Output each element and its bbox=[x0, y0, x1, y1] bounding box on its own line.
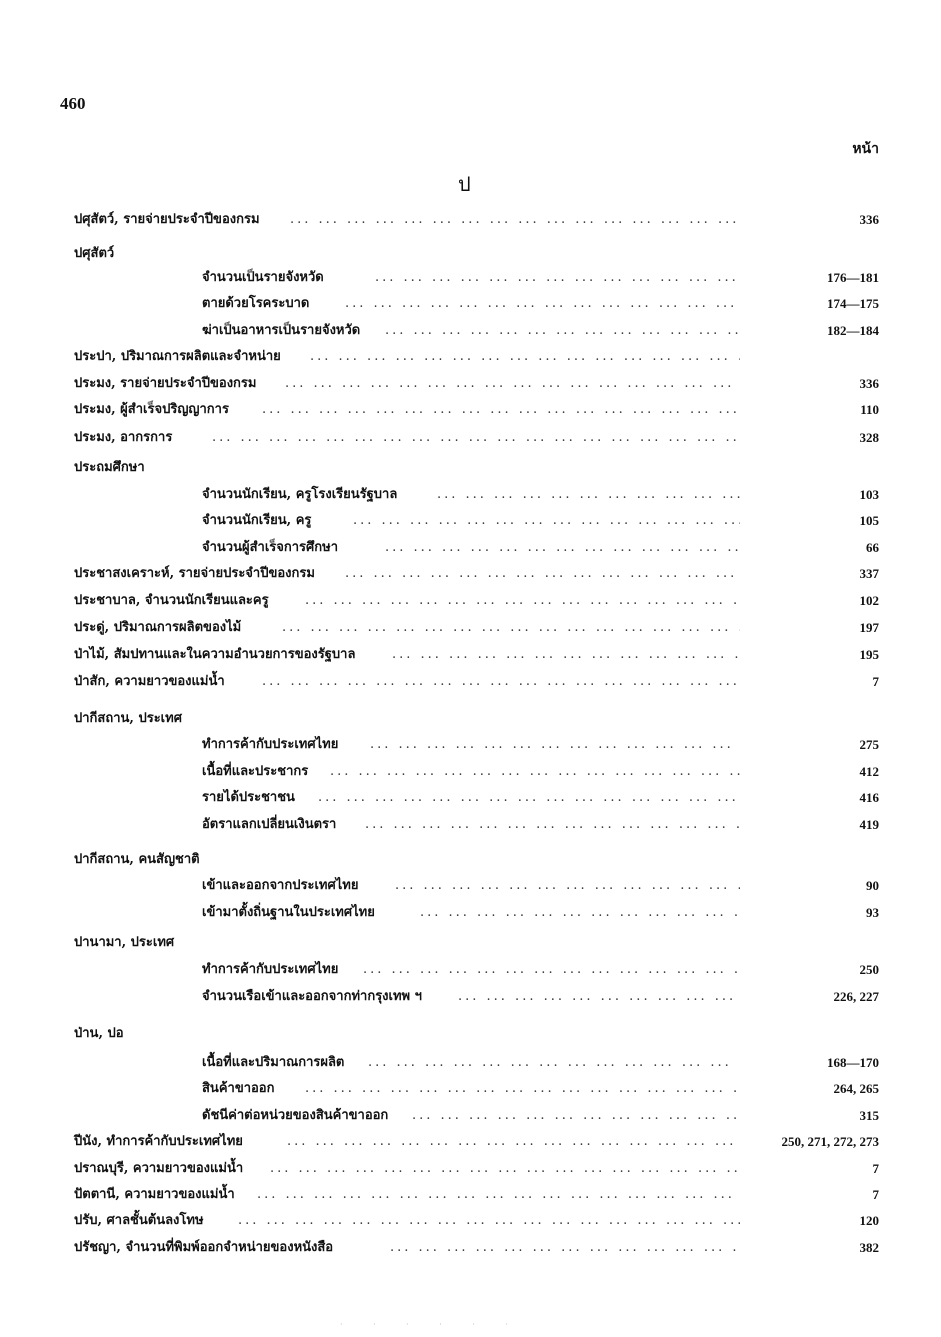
entry-text: รายได้ประชาชน bbox=[202, 790, 295, 805]
dot-leader bbox=[390, 1238, 740, 1258]
dot-leader bbox=[285, 374, 740, 394]
dot-leader bbox=[345, 564, 740, 584]
entry-page-number: 226, 227 bbox=[833, 989, 879, 1004]
entry-text: ฆ่าเป็นอาหารเป็นรายจังหวัด bbox=[202, 323, 361, 338]
entry-page-number: 66 bbox=[866, 540, 879, 555]
index-entry bbox=[0, 933, 941, 953]
index-subentry bbox=[0, 876, 941, 896]
dot-leader bbox=[345, 294, 740, 314]
entry-text: จำนวนนักเรียน, ครูโรงเรียนรัฐบาล bbox=[202, 487, 398, 502]
entry-text: ประดู่, ปริมาณการผลิตของไม้ bbox=[74, 620, 242, 635]
entry-page-number: 120 bbox=[859, 1213, 879, 1228]
entry-text: ประมง, ผู้สำเร็จปริญญาการ bbox=[74, 402, 229, 417]
entry-text: จำนวนผู้สำเร็จการศึกษา bbox=[202, 540, 339, 555]
entry-page-number: 7 bbox=[872, 1161, 879, 1176]
entry-page-number: 315 bbox=[859, 1108, 879, 1123]
index-subentry bbox=[0, 987, 941, 1007]
entry-page-number: 412 bbox=[859, 764, 879, 779]
dot-leader bbox=[368, 1053, 740, 1073]
scan-specks: · · · · · · bbox=[340, 1320, 522, 1329]
dot-leader bbox=[353, 511, 740, 531]
index-subentry bbox=[0, 788, 941, 808]
entry-text: เข้ามาตั้งถิ่นฐานในประเทศไทย bbox=[202, 905, 375, 920]
entry-text: ทำการค้ากับประเทศไทย bbox=[202, 962, 339, 977]
index-subentry bbox=[0, 735, 941, 755]
index-entry bbox=[0, 850, 941, 870]
entry-text: เนื้อที่และปริมาณการผลิต bbox=[202, 1055, 345, 1070]
index-subentry bbox=[0, 903, 941, 923]
dot-leader bbox=[257, 1185, 740, 1205]
entry-text: ป่าไม้, สัมปทานและในความอำนวยการของรัฐบาล bbox=[74, 647, 356, 662]
entry-page-number: 416 bbox=[859, 790, 879, 805]
index-entry bbox=[0, 564, 941, 584]
dot-leader bbox=[395, 876, 740, 896]
entry-text: ประมง, รายจ่ายประจำปีของกรม bbox=[74, 376, 257, 391]
index-entry bbox=[0, 244, 941, 264]
dot-leader bbox=[305, 1079, 740, 1099]
entry-page-number: 168—170 bbox=[827, 1055, 879, 1070]
index-entry bbox=[0, 210, 941, 230]
dot-leader bbox=[370, 735, 740, 755]
entry-page-number: 337 bbox=[859, 566, 879, 581]
entry-text: ประชาบาล, จำนวนนักเรียนและครู bbox=[74, 593, 269, 608]
entry-page-number: 382 bbox=[859, 1240, 879, 1255]
dot-leader bbox=[385, 321, 740, 341]
dot-leader bbox=[330, 762, 740, 782]
entry-page-number: 176—181 bbox=[827, 270, 879, 285]
entry-page-number: 419 bbox=[859, 817, 879, 832]
entry-text: ปากีสถาน, คนสัญชาติ bbox=[74, 852, 200, 867]
entry-text: ประถมศึกษา bbox=[74, 460, 145, 475]
entry-text: ปานามา, ประเทศ bbox=[74, 935, 175, 950]
page-column-label: หน้า bbox=[852, 141, 879, 157]
entry-page-number: 197 bbox=[859, 620, 879, 635]
index-subentry bbox=[0, 1079, 941, 1099]
dot-leader bbox=[262, 400, 740, 420]
entry-text: ปัตตานี, ความยาวของแม่น้ำ bbox=[74, 1187, 235, 1202]
dot-leader bbox=[305, 591, 740, 611]
index-entry bbox=[0, 400, 941, 420]
dot-leader bbox=[287, 1132, 740, 1152]
entry-text: จำนวนเรือเข้าและออกจากท่ากรุงเทพ ฯ bbox=[202, 989, 422, 1004]
dot-leader bbox=[392, 645, 740, 665]
entry-text: สินค้าขาออก bbox=[202, 1081, 275, 1096]
dot-leader bbox=[458, 987, 740, 1007]
dot-leader bbox=[310, 347, 740, 367]
entry-page-number: 264, 265 bbox=[833, 1081, 879, 1096]
dot-leader bbox=[238, 1211, 740, 1231]
index-subentry bbox=[0, 762, 941, 782]
index-entry bbox=[0, 591, 941, 611]
entry-page-number: 195 bbox=[859, 647, 879, 662]
index-subentry bbox=[0, 511, 941, 531]
entry-page-number: 103 bbox=[859, 487, 879, 502]
dot-leader bbox=[212, 428, 740, 448]
index-entry bbox=[0, 428, 941, 448]
entry-page-number: 105 bbox=[859, 513, 879, 528]
entry-text: ทำการค้ากับประเทศไทย bbox=[202, 737, 339, 752]
index-entry bbox=[0, 1159, 941, 1179]
index-entry bbox=[0, 1185, 941, 1205]
index-entry bbox=[0, 374, 941, 394]
section-letter: ป bbox=[458, 172, 471, 196]
entry-text: อัตราแลกเปลี่ยนเงินตรา bbox=[202, 817, 337, 832]
entry-text: ป่าน, ปอ bbox=[74, 1026, 124, 1041]
dot-leader bbox=[412, 1106, 740, 1126]
dot-leader bbox=[420, 903, 740, 923]
entry-page-number: 174—175 bbox=[827, 296, 879, 311]
entry-text: จำนวนเป็นรายจังหวัด bbox=[202, 270, 324, 285]
index-subentry bbox=[0, 485, 941, 505]
index-subentry bbox=[0, 1053, 941, 1073]
entry-text: ประชาสงเคราะห์, รายจ่ายประจำปีของกรม bbox=[74, 566, 315, 581]
entry-page-number: 102 bbox=[859, 593, 879, 608]
index-entry bbox=[0, 672, 941, 692]
dot-leader bbox=[262, 672, 740, 692]
index-entry bbox=[0, 1024, 941, 1044]
entry-page-number: 110 bbox=[860, 402, 879, 417]
dot-leader bbox=[318, 788, 740, 808]
entry-page-number: 7 bbox=[872, 1187, 879, 1202]
index-entry bbox=[0, 645, 941, 665]
entry-text: ประมง, อากรการ bbox=[74, 430, 173, 445]
entry-page-number: 250 bbox=[859, 962, 879, 977]
entry-text: เข้าและออกจากประเทศไทย bbox=[202, 878, 359, 893]
entry-page-number: 250, 271, 272, 273 bbox=[781, 1134, 879, 1149]
index-entry bbox=[0, 347, 941, 367]
entry-page-number: 7 bbox=[872, 674, 879, 689]
entry-page-number: 93 bbox=[866, 905, 879, 920]
index-entry bbox=[0, 458, 941, 478]
dot-leader bbox=[375, 268, 740, 288]
entry-text: ปากีสถาน, ประเทศ bbox=[74, 711, 182, 726]
entry-text: ปีนัง, ทำการค้ากับประเทศไทย bbox=[74, 1134, 243, 1149]
entry-text: ปราณบุรี, ความยาวของแม่น้ำ bbox=[74, 1161, 244, 1176]
index-subentry bbox=[0, 294, 941, 314]
entry-text: ปรัชญา, จำนวนที่พิมพ์ออกจำหน่ายของหนังสือ bbox=[74, 1240, 334, 1255]
index-subentry bbox=[0, 538, 941, 558]
entry-text: ป่าสัก, ความยาวของแม่น้ำ bbox=[74, 674, 225, 689]
entry-page-number: 182—184 bbox=[827, 323, 879, 338]
dot-leader bbox=[290, 210, 740, 230]
dot-leader bbox=[270, 1159, 740, 1179]
index-subentry bbox=[0, 1106, 941, 1126]
entry-page-number: 336 bbox=[859, 212, 879, 227]
index-entry bbox=[0, 709, 941, 729]
index-subentry bbox=[0, 321, 941, 341]
entry-page-number: 275 bbox=[859, 737, 879, 752]
index-entry bbox=[0, 1132, 941, 1152]
entry-text: ปรับ, ศาลชั้นต้นลงโทษ bbox=[74, 1213, 204, 1228]
index-entry bbox=[0, 618, 941, 638]
dot-leader bbox=[365, 815, 740, 835]
index-subentry bbox=[0, 960, 941, 980]
dot-leader bbox=[282, 618, 740, 638]
page-number: 460 bbox=[60, 94, 86, 113]
entry-text: ดัชนีค่าต่อหน่วยของสินค้าขาออก bbox=[202, 1108, 389, 1123]
entry-page-number: 328 bbox=[859, 430, 879, 445]
index-entry bbox=[0, 1211, 941, 1231]
entry-text: ปศุสัตว์, รายจ่ายประจำปีของกรม bbox=[74, 212, 260, 227]
index-entry bbox=[0, 1238, 941, 1258]
dot-leader bbox=[437, 485, 740, 505]
entry-text: ตายด้วยโรคระบาด bbox=[202, 296, 310, 311]
entry-text: ประปา, ปริมาณการผลิตและจำหน่าย bbox=[74, 349, 281, 364]
entry-page-number: 336 bbox=[859, 376, 879, 391]
index-subentry bbox=[0, 815, 941, 835]
entry-text: จำนวนนักเรียน, ครู bbox=[202, 513, 312, 528]
entry-page-number: 90 bbox=[866, 878, 879, 893]
dot-leader bbox=[363, 960, 740, 980]
index-subentry bbox=[0, 268, 941, 288]
entry-text: เนื้อที่และประชากร bbox=[202, 764, 309, 779]
entry-text: ปศุสัตว์ bbox=[74, 246, 115, 261]
dot-leader bbox=[385, 538, 740, 558]
